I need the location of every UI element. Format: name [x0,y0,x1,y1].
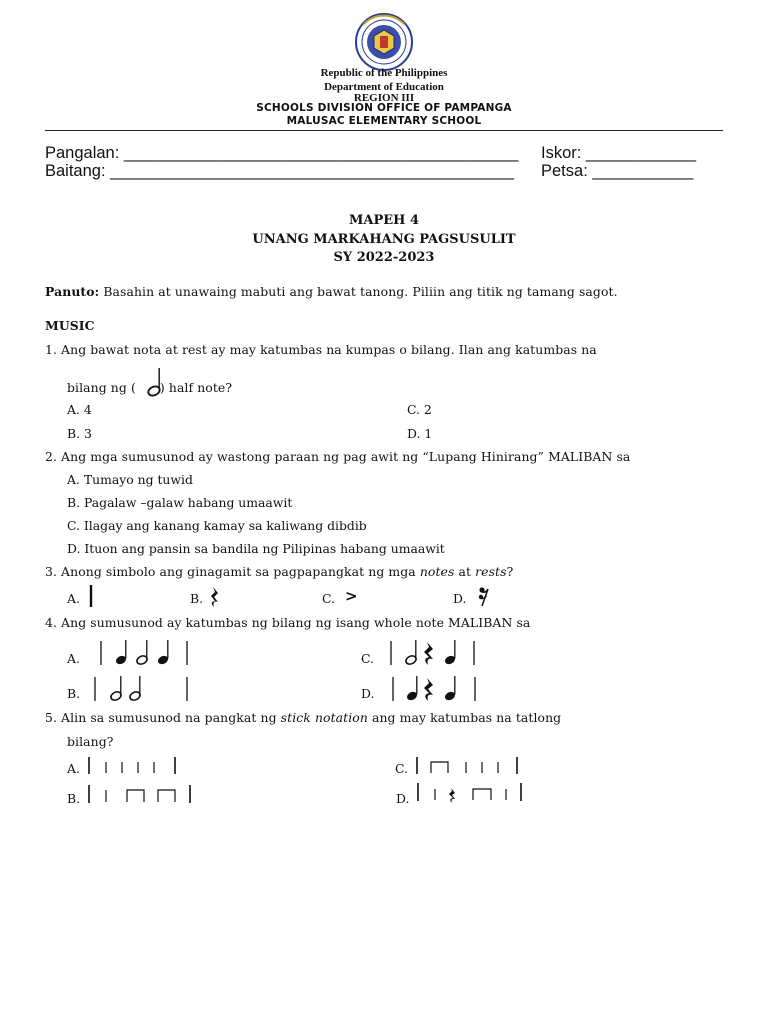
q3-stem-post: ? [506,564,514,579]
q2-option-a[interactable]: A. Tumayo ng tuwid [67,472,193,487]
q3-option-a[interactable]: A. [67,591,80,606]
q4-measure-b [89,674,193,704]
q5-stick-c [414,756,522,776]
quarter-rest-icon [449,788,455,803]
half-note-icon [146,366,166,398]
barline-icon [86,584,96,608]
q3-stem-pre: 3. Anong simbolo ang ginagamit sa pagpapangkat ng mga [45,564,420,579]
directions [45,284,618,299]
school-line: MALUSAC ELEMENTARY SCHOOL [286,115,482,127]
q5-option-b[interactable]: B. [67,791,81,806]
q4-measure-d [389,674,485,704]
q1-stem: 1. Ang bawat nota at rest ay may katumbas na kumpas o bilang. Ilan ang katumbas na [45,342,597,357]
eighth-rest-icon [478,585,490,607]
q4-option-b[interactable]: B. [67,686,81,701]
quarter-rest-icon [209,586,221,608]
q5-stem-pre: 5. Alin sa sumusunod na pangkat ng [45,710,281,725]
q3-option-c[interactable]: C. [322,591,335,606]
q3-option-d[interactable]: D. [453,591,467,606]
q4-stem: 4. Ang sumusunod ay katumbas ng bilang ng isang whole note MALIBAN sa [45,615,531,630]
q4-measure-a [97,638,193,668]
deped-seal-logo [350,12,418,72]
q3-option-b[interactable]: B. [190,591,204,606]
q5-stem-line2: bilang? [67,734,114,749]
q4-option-d[interactable]: D. [361,686,375,701]
q2-option-c[interactable]: C. Ilagay ang kanang kamay sa kaliwang dibdib [67,518,367,533]
q5-stem-post: ang may katumbas na tatlong [367,710,562,725]
region-line: REGION III [353,92,415,104]
exam-subject: MAPEH 4 [348,213,419,228]
q1-option-a[interactable]: A. 4 [67,402,92,417]
quarter-rest-icon [424,642,433,665]
section-heading: MUSIC [45,318,95,333]
division-line: SCHOOLS DIVISION OFFICE OF PAMPANGA [256,102,512,114]
department-line: Department of Education [324,81,444,93]
q3-notes-word: notes [419,564,455,579]
q5-stick-notation-word: stick notation [280,710,368,725]
header-divider [45,130,723,131]
grade-field[interactable]: Baitang: ____________________________________________ [45,162,514,180]
exam-title: UNANG MARKAHANG PAGSUSULIT [252,232,516,247]
q5-stick-d [415,782,527,804]
q2-option-b[interactable]: B. Pagalaw –galaw habang umaawit [67,495,293,510]
q4-option-a[interactable]: A. [67,651,80,666]
q1-stem-pre: bilang ng ( [67,380,136,395]
school-year: SY 2022-2023 [333,250,435,265]
q2-option-d[interactable]: D. Ituon ang pansin sa bandila ng Pilipinas habang umaawit [67,541,445,556]
q1-option-c[interactable]: C. 2 [407,402,432,417]
q2-stem: 2. Ang mga sumusunod ay wastong paraan ng pag awit ng “Lupang Hinirang” MALIBAN sa [45,449,631,464]
quarter-rest-icon [424,678,433,701]
date-field[interactable]: Petsa: ___________ [541,162,694,180]
q5-stick-a [86,756,182,776]
q5-option-c[interactable]: C. [395,761,408,776]
q5-stem [45,710,561,725]
q5-option-d[interactable]: D. [396,791,410,806]
q5-stick-b [86,784,196,806]
directions-label: Panuto: [45,284,100,299]
directions-text: Basahin at unawaing mabuti ang bawat tanong. Piliin ang titik ng tamang sagot. [99,284,618,299]
q4-option-c[interactable]: C. [361,651,374,666]
name-field[interactable]: Pangalan: ___________________________________________ [45,144,519,162]
republic-line: Republic of the Philippines [320,67,448,79]
q3-stem [45,564,513,579]
accent-symbol: > [345,587,358,605]
q4-measure-c [387,638,483,668]
q1-option-d[interactable]: D. 1 [407,426,433,441]
q3-rests-word: rests [475,564,507,579]
q5-option-a[interactable]: A. [67,761,80,776]
score-field[interactable]: Iskor: ____________ [541,144,697,162]
q3-stem-mid: at [454,564,476,579]
q1-stem-post: ) half note? [159,380,233,395]
q1-option-b[interactable]: B. 3 [67,426,92,441]
